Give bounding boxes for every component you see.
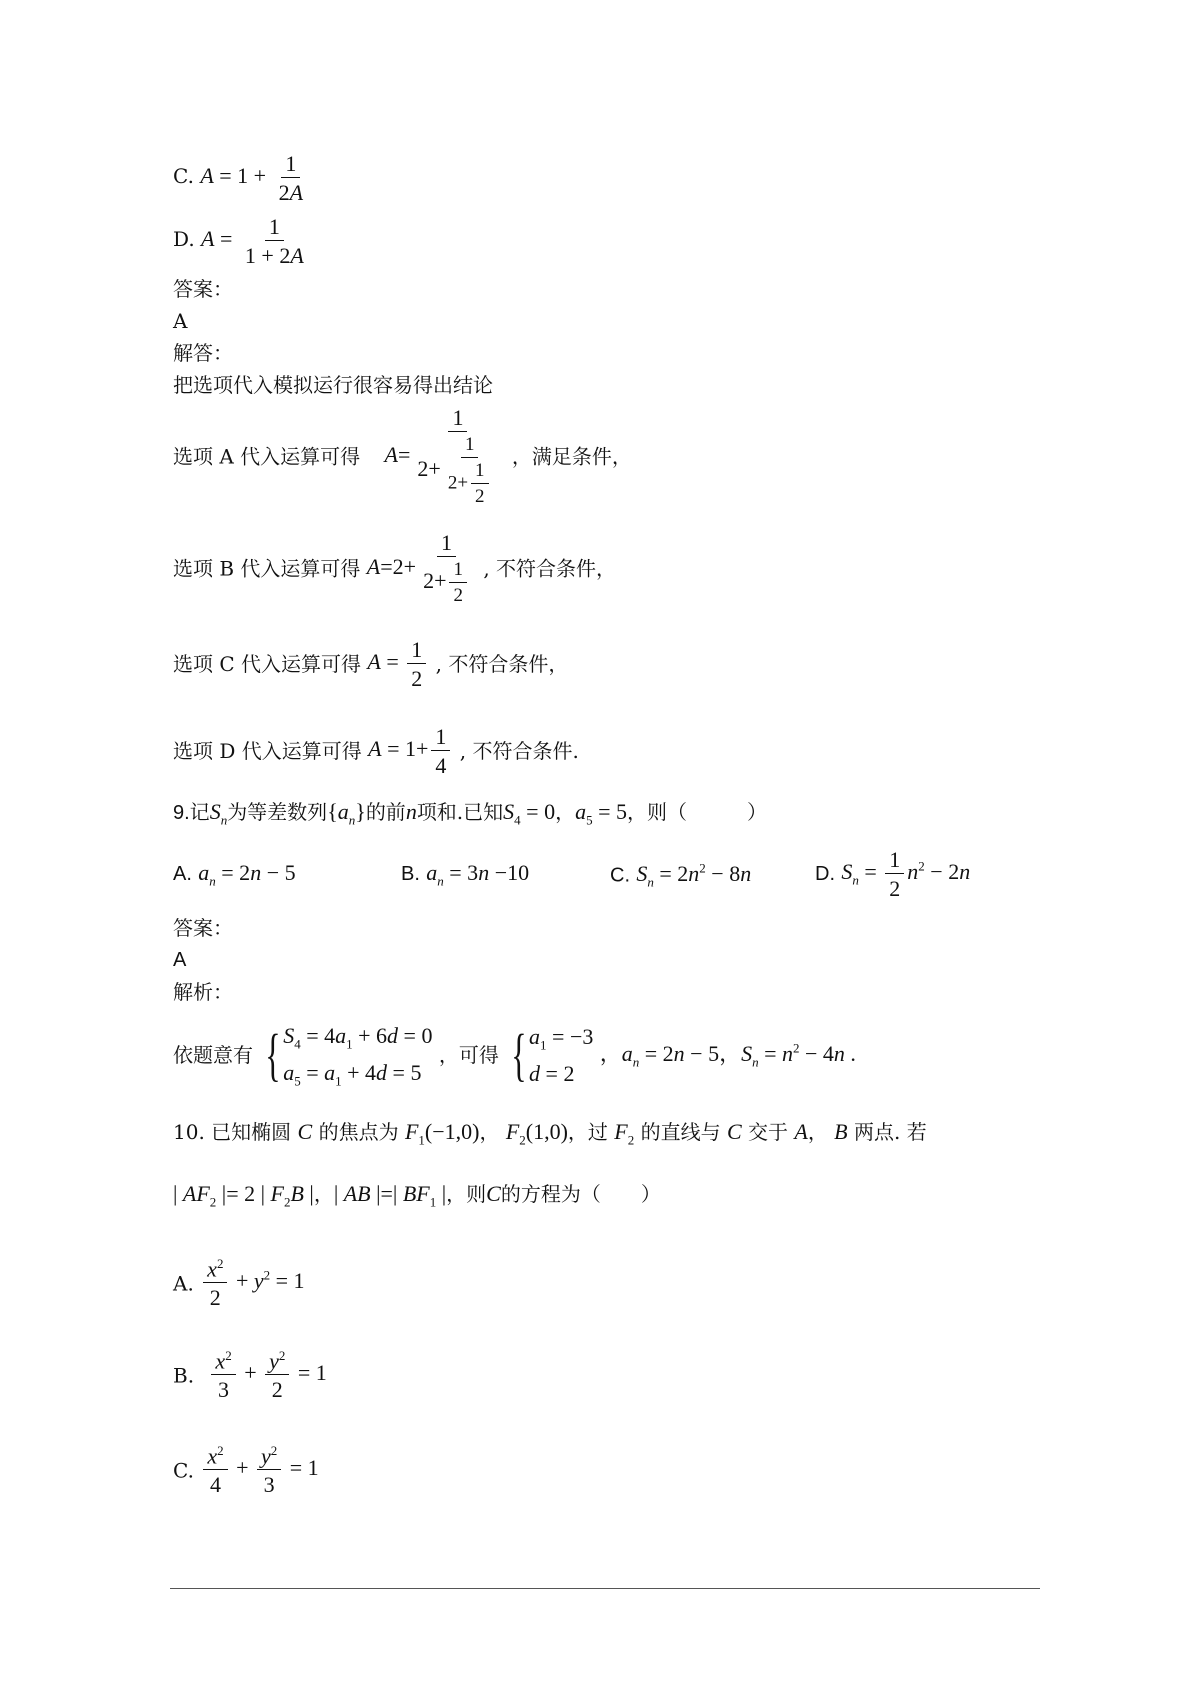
formula: A = 1 + $\frac{1}{2A}$: [200, 151, 304, 206]
footer-divider: [170, 1588, 1040, 1589]
formula: $\frac{x^2}{2}$ + $y^2 = 1$: [200, 1268, 304, 1293]
q10-text: ，过: [567, 1120, 608, 1144]
q10-text: 交于: [748, 1120, 788, 1144]
line-text: , 不符合条件.: [459, 739, 579, 764]
q9-text: 项和.已知: [416, 800, 504, 824]
option-label: B.: [401, 863, 420, 885]
formula: A: [794, 1119, 808, 1144]
formula: $S_n$: [209, 799, 228, 828]
question-10-line-2: | $AF_2$ |= 2 | $F_2B$ |，| AB |=| $BF_1$ |，则C的方程为（ ）: [173, 1181, 661, 1210]
answer-label: 答案：: [173, 277, 233, 301]
q10-option-b: [173, 1349, 327, 1402]
solution-intro: 把选项代入模拟运行很容易得出结论: [173, 373, 493, 397]
answer-label-2: 答案：: [173, 916, 233, 940]
formula: A=2+ 1 2+ $\frac{1}{2}$: [367, 554, 477, 579]
line-text: ，满足条件，: [511, 444, 632, 469]
system-of-equations: { $S_4 = 4a_1 + 6d = 0$ $a_5 = a_1 + 4d = 5$: [265, 1022, 433, 1089]
option-b-result-line: [173, 531, 616, 606]
q9-text: 9.记: [173, 802, 210, 824]
formula: C: [726, 1119, 742, 1144]
option-d-result-line: [173, 725, 579, 777]
formula: B: [834, 1119, 848, 1144]
answer-value: A: [173, 309, 188, 333]
formula: $\frac{x^2}{3}$ + $\frac{y^2}{2}$ = 1: [208, 1360, 326, 1385]
q10-text: 两点. 若: [853, 1120, 927, 1144]
formula: | AB |=| $BF_1$ |: [333, 1181, 447, 1210]
formula: $a_5 = 5$: [575, 799, 628, 828]
formula: C: [297, 1119, 313, 1144]
formula: A = $\frac{1}{2}$: [367, 649, 429, 674]
question-9: 9.记$S_n$为等差数列$\{a_n\}$的前n项和.已知$S_4 = 0$，$a_5 = 5$，则（ ）: [173, 799, 768, 828]
formula: $\frac{x^2}{4}$ + $\frac{y^2}{3}$ = 1: [200, 1455, 318, 1480]
q10-option-a: [173, 1257, 305, 1310]
line-text: 选项 A 代入运算可得: [173, 444, 361, 469]
line-text: 选项 B 代入运算可得: [173, 556, 361, 581]
option-label: D.: [815, 863, 835, 886]
q9-option-c: C. $S_n = 2n^2 - 8n$: [610, 861, 752, 890]
answer-value-2: A: [173, 949, 187, 971]
formula: A = $\frac{1}{1 + 2A}$: [201, 214, 304, 269]
sol-text: 依题意有: [173, 1043, 253, 1068]
option-a-result-line: [173, 406, 632, 507]
q10-option-c: [173, 1444, 319, 1497]
q9-option-d: D. $S_n$ = $\frac{1}{2}$ $n^2 - 2n$: [815, 847, 971, 902]
line-text: , 不符合条件，: [435, 652, 569, 677]
q10-text: 的焦点为: [318, 1120, 399, 1144]
formula: A = 1+ $\frac{1}{4}$: [368, 736, 453, 761]
option-c-label: C.: [173, 164, 194, 189]
solution-label: 解答：: [173, 341, 233, 365]
q9-text: ，则（ ）: [627, 800, 768, 824]
line-text: , 不符合条件，: [483, 556, 617, 581]
option-label: B.: [173, 1363, 195, 1388]
formula: A= 1 2+ 1 2+ $\frac{1}{2}$: [385, 442, 506, 467]
q10-text: 的直线与: [640, 1120, 721, 1144]
line-text: 选项 D 代入运算可得: [173, 739, 362, 764]
option-c-result-line: [173, 638, 568, 690]
formula: $\{a_n\}$: [327, 799, 366, 828]
analysis-label: 解析：: [173, 980, 233, 1004]
option-label: A.: [173, 1271, 194, 1296]
q9-option-b: B. $a_n = 3n -10$: [401, 860, 530, 889]
sol-text: ，可得: [438, 1043, 499, 1068]
q10-text: 的方程为（ ）: [500, 1182, 661, 1206]
formula: ，$a_n = 2n - 5$，$S_n = n^2 - 4n$ .: [599, 1040, 856, 1070]
formula: n: [405, 799, 417, 824]
solution-9: [173, 1018, 856, 1092]
system-solution: { $a_1 = -3$ d = 2: [511, 1022, 594, 1088]
option-label: C.: [173, 1458, 194, 1483]
line-text: 选项 C 代入运算可得: [173, 652, 362, 677]
option-c-expression: [173, 152, 310, 204]
q9-text: 的前: [365, 800, 406, 824]
formula: $F_2$: [614, 1119, 635, 1148]
q9-option-a: A. $a_n = 2n - 5$: [173, 860, 296, 889]
question-10-line-1: 10. 已知椭圆 C 的焦点为 $F_1(-1,0)$， $F_2(1,0)$，过 $F_2$ 的直线与 C 交于 A， B 两点. 若: [173, 1119, 927, 1148]
formula: | $AF_2$ |= 2 | $F_2B$ |: [173, 1181, 314, 1210]
q9-text: 为等差数列: [227, 800, 328, 824]
option-label: A.: [173, 863, 192, 885]
q10-text: ，则: [446, 1182, 487, 1206]
formula: $F_2(1,0)$: [505, 1119, 568, 1148]
formula: $S_4 = 0$: [503, 799, 556, 828]
option-label: C.: [610, 864, 630, 887]
formula: C: [486, 1181, 501, 1206]
option-d-expression: [173, 215, 311, 267]
q10-text: 10. 已知椭圆: [173, 1120, 292, 1144]
option-d-label: D.: [173, 227, 195, 252]
formula: $F_1(-1,0)$: [404, 1119, 480, 1148]
